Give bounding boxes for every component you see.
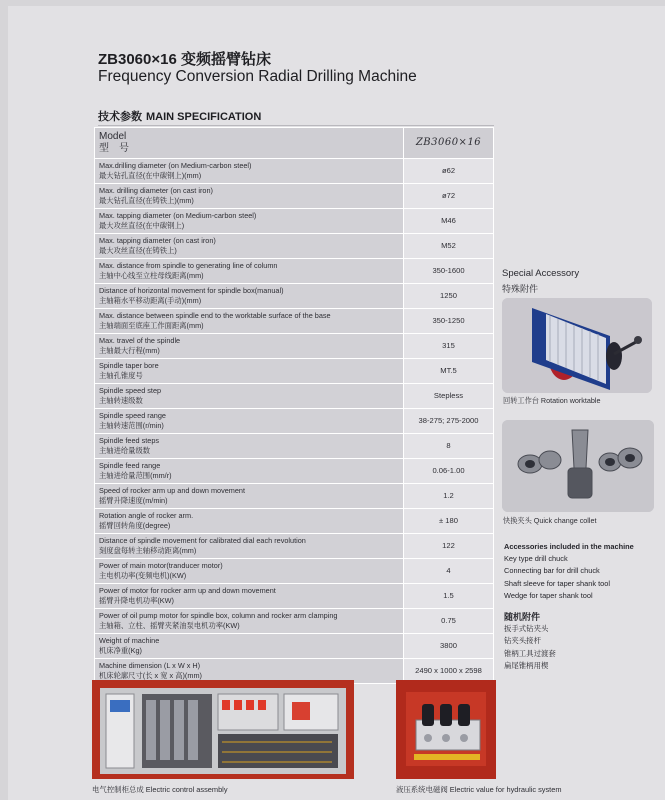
spec-heading-en: MAIN SPECIFICATION xyxy=(146,111,262,123)
spec-label-cn: 主轴端面至底座工作面距离(mm) xyxy=(99,321,204,330)
spec-label-cn: 最大钻孔直径(在中碳钢上)(mm) xyxy=(99,171,202,180)
special-accessory-title: Special Accessory xyxy=(502,268,580,279)
table-row xyxy=(95,584,494,609)
table-row xyxy=(95,359,494,384)
list-item: Key type drill chuck xyxy=(504,554,568,564)
spec-label-en: Spindle feed steps xyxy=(99,436,160,445)
spec-value: 1250 xyxy=(404,284,494,309)
spec-label-cn: 最大钻孔直径(在铸铁上)(mm) xyxy=(99,196,194,205)
spec-label-cn: 最大攻丝直径(在中碳钢上) xyxy=(99,221,185,230)
rotation-worktable-photo xyxy=(502,298,652,393)
spec-value: MT.5 xyxy=(404,359,494,384)
heading-divider xyxy=(98,125,494,126)
spec-label-cn: 主轴进给量级数 xyxy=(99,446,151,455)
spec-value: ø62 xyxy=(404,159,494,184)
spec-label-en: Machine dimension (L x W x H) xyxy=(99,661,201,670)
spec-label xyxy=(95,259,404,284)
spec-label-en: Max. travel of the spindle xyxy=(99,336,181,345)
spec-label-cn: 刻度盘每转主轴移动距离(mm) xyxy=(99,546,197,555)
model-label-cn: 型 号 xyxy=(99,143,129,154)
spec-label-cn: 摇臂升降电机功率(KW) xyxy=(99,596,174,605)
spec-value: ø72 xyxy=(404,184,494,209)
table-row xyxy=(95,634,494,659)
spec-value: M52 xyxy=(404,234,494,259)
spec-label-en: Power of oil pump motor for spindle box, column and rocker arm clamping xyxy=(99,611,338,620)
spec-label xyxy=(95,384,404,409)
spec-label xyxy=(95,334,404,359)
spec-label-en: Rotation angle of rocker arm. xyxy=(99,511,194,520)
table-row xyxy=(95,334,494,359)
spec-value: 0.06-1.00 xyxy=(404,459,494,484)
spec-label xyxy=(95,234,404,259)
table-row xyxy=(95,234,494,259)
table-row-model xyxy=(95,128,494,159)
table-row xyxy=(95,609,494,634)
table-row xyxy=(95,384,494,409)
spec-value: 4 xyxy=(404,559,494,584)
spec-label-en: Max. tapping diameter (on cast iron) xyxy=(99,236,216,245)
spec-label-cn: 主轴孔锥度号 xyxy=(99,371,143,380)
spec-label-en: Spindle feed range xyxy=(99,461,161,470)
table-row xyxy=(95,284,494,309)
spec-label-en: Max. distance from spindle to generating line of column xyxy=(99,261,278,270)
spec-label-en: Power of motor for rocker arm up and down movement xyxy=(99,586,276,595)
spec-value: 8 xyxy=(404,434,494,459)
spec-value: 2490 x 1000 x 2598 xyxy=(404,659,494,684)
spec-label-en: Power of main motor(tranducer motor) xyxy=(99,561,223,570)
spec-value: ± 180 xyxy=(404,509,494,534)
table-row xyxy=(95,309,494,334)
table-row xyxy=(95,484,494,509)
spec-table xyxy=(94,127,494,684)
table-row xyxy=(95,534,494,559)
spec-label-cn: 主轴转速范围(r/min) xyxy=(99,421,164,430)
list-item: 扁尾锥柄用楔 xyxy=(504,660,549,670)
spec-label xyxy=(95,184,404,209)
spec-label xyxy=(95,534,404,559)
rotation-worktable-image xyxy=(502,298,652,393)
spec-label-cn: 主轴最大行程(mm) xyxy=(99,346,160,355)
spec-label-cn: 摇臂升降速度(m/min) xyxy=(99,496,168,505)
electric-control-image xyxy=(92,680,354,779)
spec-label-en: Speed of rocker arm up and down movement xyxy=(99,486,246,495)
table-row xyxy=(95,159,494,184)
spec-label-cn: 摇臂回转角度(degree) xyxy=(99,521,171,530)
spec-value: M46 xyxy=(404,209,494,234)
spec-value: 1.5 xyxy=(404,584,494,609)
spec-label-cn: 主轴箱水平移动距离(手动)(mm) xyxy=(99,296,202,305)
spec-label-cn: 主电机功率(变频电机)(KW) xyxy=(99,571,187,580)
table-row xyxy=(95,509,494,534)
spec-value: 315 xyxy=(404,334,494,359)
table-row xyxy=(95,184,494,209)
spec-label xyxy=(95,209,404,234)
included-accessories xyxy=(504,541,634,672)
spec-label xyxy=(95,559,404,584)
special-accessory-title-cn: 特殊附件 xyxy=(502,284,539,294)
model-value: ZB3060×16 xyxy=(404,128,494,159)
spec-label-cn: 主轴进给量范围(mm/r) xyxy=(99,471,172,480)
spec-label xyxy=(95,584,404,609)
spec-rows xyxy=(95,159,494,684)
spec-label-cn: 机床净重(Kg) xyxy=(99,646,142,655)
spec-label-en: Distance of horizontal movement for spindle box(manual) xyxy=(99,286,284,295)
spec-value: 350-1600 xyxy=(404,259,494,284)
electric-control-photo xyxy=(92,680,354,779)
page-title-en: Frequency Conversion Radial Drilling Machine xyxy=(98,68,417,85)
spec-label xyxy=(95,284,404,309)
list-item: 锥柄工具过渡套 xyxy=(504,648,556,658)
spec-label xyxy=(95,634,404,659)
quick-change-collet-caption: 快换夹头 Quick change collet xyxy=(503,516,597,525)
spec-label-en: Spindle speed range xyxy=(99,411,166,420)
spec-label-cn: 主轴中心线至立柱母线距离(mm) xyxy=(99,271,204,280)
spec-label-cn: 最大攻丝直径(在铸铁上) xyxy=(99,246,177,255)
spec-label xyxy=(95,309,404,334)
spec-label xyxy=(95,484,404,509)
spec-label-cn: 主轴箱、立柱、摇臂夹紧油泵电机功率(KW) xyxy=(99,621,240,630)
electric-control-caption: 电气控制柜总成 Electric control assembly xyxy=(92,785,228,794)
spec-label-en: Distance of spindle movement for calibrated dial each revolution xyxy=(99,536,306,545)
rotation-worktable-caption: 回转工作台 Rotation worktable xyxy=(503,396,601,405)
table-row xyxy=(95,434,494,459)
table-row xyxy=(95,409,494,434)
page-title-cn: ZB3060×16 变频摇臂钻床 xyxy=(98,51,271,68)
list-item: Wedge for taper shank tool xyxy=(504,590,593,600)
list-item: 扳手式钻夹头 xyxy=(504,624,549,634)
list-item: 钻夹头接杆 xyxy=(504,636,541,646)
spec-label-en: Max. distance between spindle end to the worktable surface of the base xyxy=(99,311,331,320)
hydraulic-valve-image xyxy=(396,680,496,779)
spec-label-en: Max.drilling diameter (on Medium-carbon steel) xyxy=(99,161,252,170)
quick-change-collet-photo xyxy=(502,420,654,512)
spec-label xyxy=(95,459,404,484)
included-accessories-heading-cn: 随机附件 xyxy=(504,612,541,623)
hydraulic-valve-photo xyxy=(396,680,496,779)
table-row xyxy=(95,459,494,484)
hydraulic-valve-caption: 液压系统电磁阀 Electric value for hydraulic system xyxy=(396,785,562,794)
spec-value: 350-1250 xyxy=(404,309,494,334)
spec-label xyxy=(95,159,404,184)
spec-heading xyxy=(98,108,261,124)
model-label-en: Model xyxy=(99,131,127,142)
list-gap xyxy=(504,602,634,611)
spec-value: 38-275; 275-2000 xyxy=(404,409,494,434)
spec-label-en: Max. drilling diameter (on cast iron) xyxy=(99,186,213,195)
spec-value: Stepless xyxy=(404,384,494,409)
list-item: Shaft sleeve for taper shank tool xyxy=(504,578,610,588)
spec-value: 3800 xyxy=(404,634,494,659)
spec-label-en: Spindle taper bore xyxy=(99,361,159,370)
spec-value: 122 xyxy=(404,534,494,559)
spec-label xyxy=(95,509,404,534)
spec-label xyxy=(95,359,404,384)
table-row xyxy=(95,259,494,284)
spec-value: 1.2 xyxy=(404,484,494,509)
spec-label-cn: 机床轮廓尺寸(长 x 宽 x 高)(mm) xyxy=(99,671,202,680)
spec-value: 0.75 xyxy=(404,609,494,634)
list-item: Connecting bar for drill chuck xyxy=(504,566,600,576)
spec-label xyxy=(95,434,404,459)
table-row xyxy=(95,559,494,584)
model-label xyxy=(95,128,404,159)
spec-label-en: Spindle speed step xyxy=(99,386,162,395)
spec-label xyxy=(95,409,404,434)
table-row xyxy=(95,209,494,234)
spec-heading-cn: 技术参数 xyxy=(98,111,142,123)
spec-label-cn: 主轴转速级数 xyxy=(99,396,143,405)
spec-label-en: Weight of machine xyxy=(99,636,160,645)
included-accessories-heading: Accessories included in the machine xyxy=(504,542,634,551)
quick-change-collet-image xyxy=(502,420,654,512)
spec-label xyxy=(95,609,404,634)
spec-label-en: Max. tapping diameter (on Medium-carbon steel) xyxy=(99,211,257,220)
